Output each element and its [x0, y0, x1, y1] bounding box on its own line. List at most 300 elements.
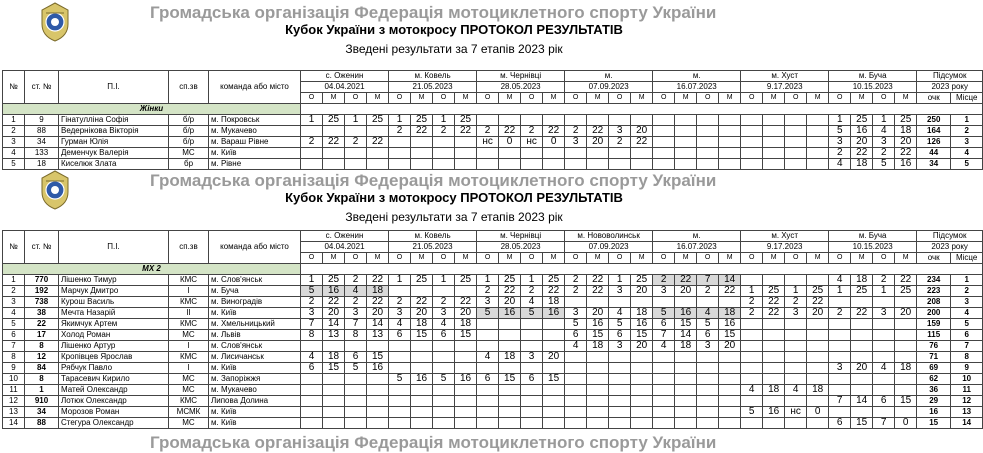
- result-cell: 25: [499, 275, 521, 286]
- result-cell: [499, 418, 521, 429]
- result-cell: 18: [323, 352, 345, 363]
- result-cell: 15: [719, 330, 741, 341]
- result-cell: [719, 374, 741, 385]
- result-cell: 5: [829, 126, 851, 137]
- table-row: [3, 126, 983, 137]
- final-place: 1: [951, 275, 983, 286]
- result-cell: 3: [609, 126, 631, 137]
- class-row: [3, 264, 983, 275]
- result-cell: [367, 126, 389, 137]
- result-cell: 15: [455, 330, 477, 341]
- result-cell: [323, 126, 345, 137]
- final-place: 4: [951, 308, 983, 319]
- row-number: 1: [3, 115, 25, 126]
- result-cell: [653, 126, 675, 137]
- col-rank-header: сп.зв: [169, 231, 209, 264]
- result-cell: 25: [543, 275, 565, 286]
- result-cell: 1: [785, 286, 807, 297]
- row-number: 4: [3, 308, 25, 319]
- result-cell: [697, 126, 719, 137]
- rider-rank: МС: [169, 385, 209, 396]
- result-cell: 14: [719, 275, 741, 286]
- result-cell: [455, 352, 477, 363]
- result-cell: [807, 374, 829, 385]
- result-cell: 22: [895, 148, 917, 159]
- rider-team: м. Київ: [209, 148, 301, 159]
- result-cell: 25: [411, 275, 433, 286]
- points-total: 16: [917, 407, 951, 418]
- sub-header: М: [455, 93, 477, 104]
- result-cell: 5: [609, 319, 631, 330]
- result-cell: [345, 385, 367, 396]
- result-cell: [807, 319, 829, 330]
- result-cell: 16: [455, 374, 477, 385]
- rider-rank: КМС: [169, 319, 209, 330]
- result-cell: 22: [411, 126, 433, 137]
- result-cell: [807, 137, 829, 148]
- result-cell: 4: [697, 308, 719, 319]
- result-cell: 15: [367, 352, 389, 363]
- result-cell: [851, 297, 873, 308]
- result-cell: 22: [543, 286, 565, 297]
- result-cell: [829, 352, 851, 363]
- result-cell: [763, 418, 785, 429]
- result-cell: 7: [345, 319, 367, 330]
- result-cell: 4: [433, 319, 455, 330]
- result-cell: [851, 407, 873, 418]
- sub-header: О: [785, 253, 807, 264]
- result-cell: [829, 297, 851, 308]
- sub-header: М: [631, 93, 653, 104]
- result-cell: 25: [367, 115, 389, 126]
- result-cell: 18: [675, 341, 697, 352]
- result-cell: 20: [587, 137, 609, 148]
- result-cell: 1: [477, 275, 499, 286]
- result-cell: [433, 396, 455, 407]
- sub-header: М: [675, 253, 697, 264]
- result-cell: [631, 396, 653, 407]
- result-cell: [631, 418, 653, 429]
- start-number: 8: [25, 374, 59, 385]
- final-place: 14: [951, 418, 983, 429]
- result-cell: [741, 275, 763, 286]
- result-cell: 1: [389, 115, 411, 126]
- rider-team: м. Покровськ: [209, 115, 301, 126]
- result-cell: 2: [345, 297, 367, 308]
- result-cell: 4: [873, 126, 895, 137]
- sub-header: О: [609, 93, 631, 104]
- result-cell: 1: [741, 286, 763, 297]
- rider-name: Тарасевич Кирило: [59, 374, 169, 385]
- rider-team: м. Мукачево: [209, 126, 301, 137]
- result-cell: 0: [895, 418, 917, 429]
- stage-city: м.: [653, 231, 741, 242]
- row-number: 5: [3, 319, 25, 330]
- result-cell: 25: [851, 115, 873, 126]
- result-cell: [763, 126, 785, 137]
- table-row: [3, 418, 983, 429]
- sub-header: О: [565, 93, 587, 104]
- result-cell: 22: [367, 275, 389, 286]
- result-cell: [785, 115, 807, 126]
- result-cell: [829, 385, 851, 396]
- result-cell: [521, 396, 543, 407]
- table-row: [3, 341, 983, 352]
- sub-header: О: [697, 93, 719, 104]
- results-table: [2, 70, 983, 170]
- col-team-header: команда або місто: [209, 71, 301, 104]
- result-cell: [367, 385, 389, 396]
- result-cell: [807, 148, 829, 159]
- cup-title: Кубок України з мотокросу ПРОТОКОЛ РЕЗУЛЬТАТІВ: [285, 22, 623, 37]
- result-cell: [851, 352, 873, 363]
- row-number: 2: [3, 126, 25, 137]
- result-cell: 2: [565, 286, 587, 297]
- points-header: очк: [917, 93, 951, 104]
- result-cell: [609, 374, 631, 385]
- result-cell: [895, 341, 917, 352]
- result-cell: [873, 374, 895, 385]
- sub-header: О: [301, 93, 323, 104]
- result-cell: 3: [477, 297, 499, 308]
- rider-rank: І: [169, 363, 209, 374]
- cup-title: Кубок України з мотокросу ПРОТОКОЛ РЕЗУЛЬТАТІВ: [285, 190, 623, 205]
- place-header: Місце: [951, 93, 983, 104]
- sub-header: М: [543, 253, 565, 264]
- points-total: 208: [917, 297, 951, 308]
- result-cell: 7: [301, 319, 323, 330]
- result-cell: [587, 418, 609, 429]
- result-cell: 2: [829, 148, 851, 159]
- result-cell: [763, 148, 785, 159]
- rider-name: Курош Василь: [59, 297, 169, 308]
- table-row: [3, 352, 983, 363]
- result-cell: [455, 418, 477, 429]
- result-cell: 22: [367, 297, 389, 308]
- points-total: 126: [917, 137, 951, 148]
- table-row: [3, 297, 983, 308]
- result-cell: [345, 407, 367, 418]
- result-cell: [741, 319, 763, 330]
- result-cell: [565, 374, 587, 385]
- result-cell: 6: [301, 363, 323, 374]
- table-row: [3, 363, 983, 374]
- stage-city: м. Чернівці: [477, 231, 565, 242]
- col-name-header: П.І.: [59, 71, 169, 104]
- row-number: 11: [3, 385, 25, 396]
- row-number: 10: [3, 374, 25, 385]
- result-cell: 8: [345, 330, 367, 341]
- result-cell: [587, 396, 609, 407]
- rider-name: Гурман Юлія: [59, 137, 169, 148]
- result-cell: [411, 341, 433, 352]
- result-cell: [653, 137, 675, 148]
- result-cell: 7: [873, 418, 895, 429]
- result-cell: [499, 385, 521, 396]
- row-number: 5: [3, 159, 25, 170]
- result-cell: [653, 396, 675, 407]
- sub-header: М: [895, 253, 917, 264]
- result-cell: 22: [895, 275, 917, 286]
- points-total: 34: [917, 159, 951, 170]
- sub-header: М: [323, 253, 345, 264]
- result-cell: 5: [653, 308, 675, 319]
- result-cell: [609, 363, 631, 374]
- rider-rank: б/р: [169, 137, 209, 148]
- rider-name: Холод Роман: [59, 330, 169, 341]
- rider-team: м. Хмельницький: [209, 319, 301, 330]
- result-cell: 1: [829, 115, 851, 126]
- result-cell: [323, 385, 345, 396]
- final-place: 11: [951, 385, 983, 396]
- result-cell: [345, 374, 367, 385]
- result-cell: [499, 330, 521, 341]
- result-cell: 3: [829, 137, 851, 148]
- result-cell: [697, 396, 719, 407]
- result-cell: [521, 407, 543, 418]
- result-cell: 18: [631, 308, 653, 319]
- result-cell: 3: [653, 286, 675, 297]
- result-cell: 16: [851, 126, 873, 137]
- result-cell: [477, 418, 499, 429]
- result-cell: [323, 407, 345, 418]
- result-cell: 14: [367, 319, 389, 330]
- result-cell: [411, 148, 433, 159]
- row-number: 1: [3, 275, 25, 286]
- sub-header: М: [851, 253, 873, 264]
- result-cell: [697, 363, 719, 374]
- result-cell: [873, 385, 895, 396]
- result-cell: 13: [323, 330, 345, 341]
- result-cell: [543, 330, 565, 341]
- result-cell: [763, 363, 785, 374]
- stage-city: м. Чернівці: [477, 71, 565, 82]
- result-cell: 22: [587, 286, 609, 297]
- result-cell: 15: [631, 330, 653, 341]
- table-row: [3, 308, 983, 319]
- result-cell: [675, 297, 697, 308]
- result-cell: [697, 137, 719, 148]
- result-cell: 5: [345, 363, 367, 374]
- rider-team: м. Лисичанськ: [209, 352, 301, 363]
- result-cell: 4: [565, 341, 587, 352]
- sub-header: М: [323, 93, 345, 104]
- result-cell: 2: [477, 286, 499, 297]
- result-cell: 5: [477, 308, 499, 319]
- result-cell: [565, 115, 587, 126]
- result-cell: [719, 418, 741, 429]
- result-cell: [719, 385, 741, 396]
- protocol-women: [0, 0, 978, 169]
- result-cell: [455, 286, 477, 297]
- sub-header: М: [587, 93, 609, 104]
- result-cell: 20: [851, 363, 873, 374]
- sub-header: О: [653, 93, 675, 104]
- result-cell: [543, 148, 565, 159]
- final-place: 10: [951, 374, 983, 385]
- start-number: 18: [25, 159, 59, 170]
- rider-rank: б/р: [169, 115, 209, 126]
- result-cell: 2: [301, 137, 323, 148]
- result-cell: [609, 148, 631, 159]
- result-cell: 16: [631, 319, 653, 330]
- result-cell: 6: [477, 374, 499, 385]
- result-cell: [543, 396, 565, 407]
- result-cell: [477, 148, 499, 159]
- points-total: 44: [917, 148, 951, 159]
- rider-team: м. Запоріжжя: [209, 374, 301, 385]
- result-cell: 3: [301, 308, 323, 319]
- rider-rank: МС: [169, 418, 209, 429]
- result-cell: [741, 363, 763, 374]
- result-cell: [565, 407, 587, 418]
- stage-date: 9.17.2023: [741, 82, 829, 93]
- result-cell: [301, 418, 323, 429]
- result-cell: 22: [763, 308, 785, 319]
- table-row: [3, 407, 983, 418]
- result-cell: 2: [521, 286, 543, 297]
- row-number: 8: [3, 352, 25, 363]
- result-cell: [675, 352, 697, 363]
- result-cell: [653, 297, 675, 308]
- result-cell: [433, 385, 455, 396]
- result-cell: 25: [411, 115, 433, 126]
- result-cell: 20: [851, 137, 873, 148]
- result-cell: 18: [719, 308, 741, 319]
- sub-header: М: [499, 93, 521, 104]
- rider-rank: І: [169, 286, 209, 297]
- result-cell: [389, 418, 411, 429]
- sub-header: О: [565, 253, 587, 264]
- result-cell: 2: [565, 275, 587, 286]
- start-number: 84: [25, 363, 59, 374]
- result-cell: [653, 115, 675, 126]
- class-row-fill: [301, 104, 983, 115]
- result-cell: 22: [455, 126, 477, 137]
- result-cell: 5: [741, 407, 763, 418]
- result-cell: [785, 374, 807, 385]
- result-cell: 2: [873, 148, 895, 159]
- year-header: 2023 року: [917, 82, 983, 93]
- sub-header: О: [741, 93, 763, 104]
- result-cell: [477, 396, 499, 407]
- result-cell: [631, 352, 653, 363]
- result-cell: [323, 418, 345, 429]
- start-number: 88: [25, 126, 59, 137]
- sub-header: О: [785, 93, 807, 104]
- points-total: 250: [917, 115, 951, 126]
- result-cell: 2: [521, 126, 543, 137]
- sub-header: М: [807, 253, 829, 264]
- sub-header: М: [851, 93, 873, 104]
- result-cell: 2: [829, 308, 851, 319]
- result-cell: [345, 396, 367, 407]
- result-cell: [521, 341, 543, 352]
- final-place: 13: [951, 407, 983, 418]
- result-cell: [477, 363, 499, 374]
- result-cell: 20: [807, 308, 829, 319]
- org-title: Громадська організація Федерація мотоциклетного спорту України: [150, 171, 717, 190]
- result-cell: 16: [323, 286, 345, 297]
- rider-name: Лішенко Артур: [59, 341, 169, 352]
- result-cell: 18: [367, 286, 389, 297]
- result-cell: 22: [587, 275, 609, 286]
- result-cell: 14: [851, 396, 873, 407]
- summary-title: Зведені результати за 7 етапів 2023 рік: [345, 42, 563, 56]
- start-number: 133: [25, 148, 59, 159]
- result-cell: 1: [521, 275, 543, 286]
- result-cell: 13: [367, 330, 389, 341]
- result-cell: 2: [697, 286, 719, 297]
- result-cell: [719, 396, 741, 407]
- result-cell: [543, 319, 565, 330]
- result-cell: [433, 137, 455, 148]
- result-cell: [587, 352, 609, 363]
- start-number: 192: [25, 286, 59, 297]
- row-number: 6: [3, 330, 25, 341]
- result-cell: [521, 330, 543, 341]
- final-place: 1: [951, 115, 983, 126]
- result-cell: 3: [345, 308, 367, 319]
- result-cell: [675, 407, 697, 418]
- rider-rank: І: [169, 341, 209, 352]
- result-cell: 4: [609, 308, 631, 319]
- result-cell: 25: [895, 286, 917, 297]
- result-cell: 18: [895, 126, 917, 137]
- result-cell: 2: [389, 297, 411, 308]
- start-number: 34: [25, 137, 59, 148]
- result-cell: [763, 137, 785, 148]
- sub-header: О: [609, 253, 631, 264]
- result-cell: [851, 385, 873, 396]
- final-place: 3: [951, 297, 983, 308]
- result-cell: 4: [521, 297, 543, 308]
- result-cell: [411, 396, 433, 407]
- final-place: 5: [951, 319, 983, 330]
- result-cell: [675, 396, 697, 407]
- result-cell: [895, 385, 917, 396]
- result-cell: [741, 330, 763, 341]
- result-cell: 0: [543, 137, 565, 148]
- result-cell: 22: [455, 297, 477, 308]
- result-cell: 3: [433, 308, 455, 319]
- class-row-fill: [301, 264, 983, 275]
- stage-city: м. Нововолинськ: [565, 231, 653, 242]
- stage-city: с. Оженин: [301, 231, 389, 242]
- final-place: 4: [951, 148, 983, 159]
- result-cell: [697, 148, 719, 159]
- result-cell: 7: [697, 275, 719, 286]
- result-cell: [807, 341, 829, 352]
- points-total: 76: [917, 341, 951, 352]
- result-cell: [455, 341, 477, 352]
- result-cell: 25: [323, 115, 345, 126]
- result-cell: [653, 148, 675, 159]
- result-cell: [411, 363, 433, 374]
- result-cell: [785, 352, 807, 363]
- result-cell: 25: [895, 115, 917, 126]
- result-cell: 14: [675, 330, 697, 341]
- result-cell: [675, 385, 697, 396]
- result-cell: [521, 319, 543, 330]
- result-cell: [609, 297, 631, 308]
- result-cell: [587, 385, 609, 396]
- table-row: [3, 115, 983, 126]
- table-row: [3, 137, 983, 148]
- rider-team: м. Мукачево: [209, 385, 301, 396]
- result-cell: 6: [609, 330, 631, 341]
- result-cell: 20: [367, 308, 389, 319]
